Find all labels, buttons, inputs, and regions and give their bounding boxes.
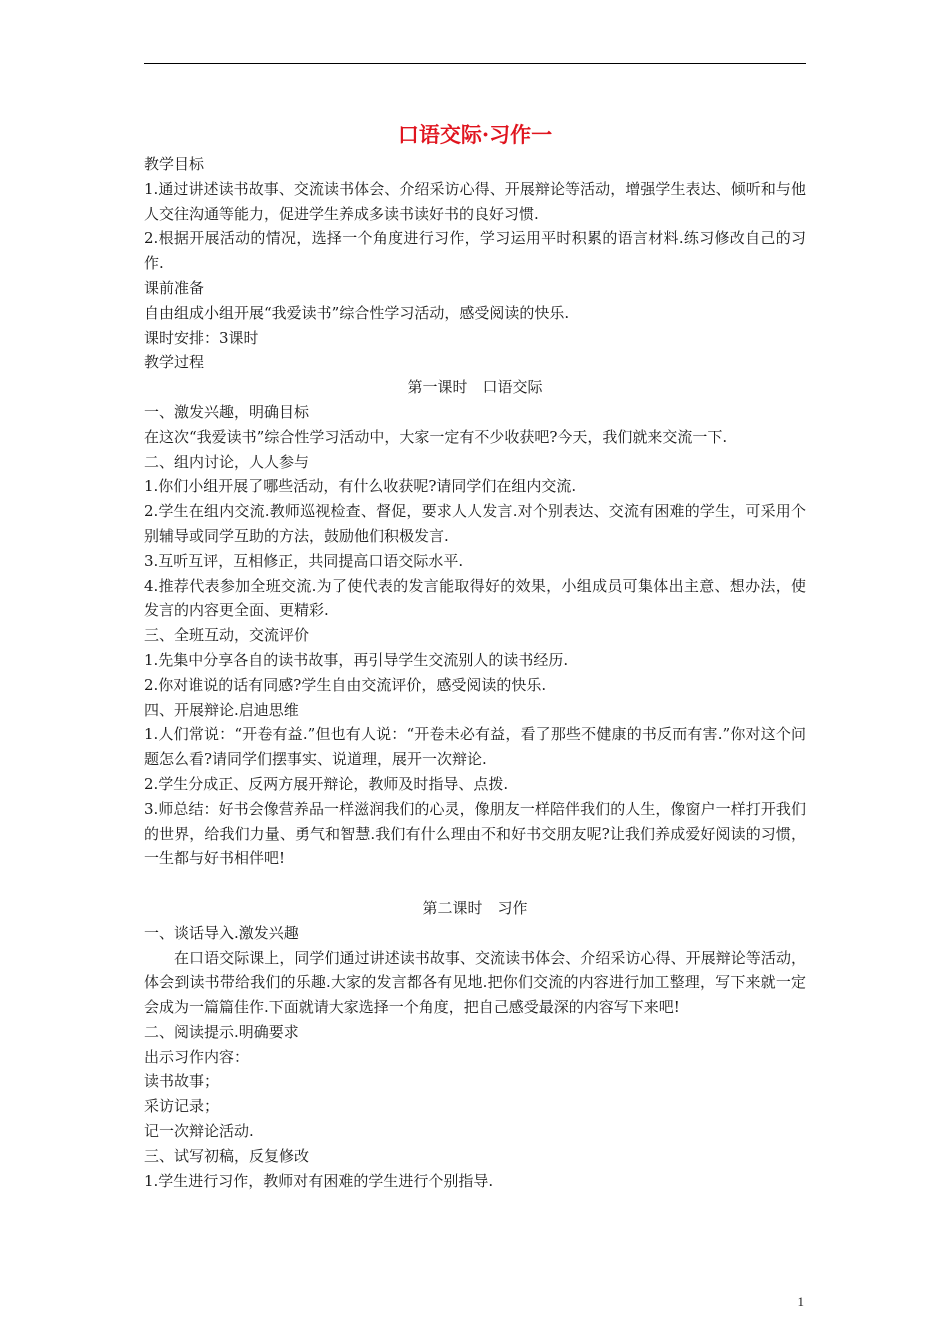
paragraph: 2.根据开展活动的情况，选择一个角度进行习作，学习运用平时积累的语言材料.练习修改自己的习作. bbox=[144, 229, 806, 273]
paragraph: 在口语交际课上，同学们通过讲述读书故事、交流读书体会、介绍采访心得、开展辩论等活动，体会到读书带给我们的乐趣.大家的发言都各有见地.把你们交流的内容进行加工整理，写下来就一定会成为一篇篇佳作.下面就请大家选择一个角度，把自己感受最深的内容写下来吧! bbox=[144, 948, 806, 1017]
header-rule bbox=[144, 63, 806, 64]
paragraph: 2.学生分成正、反两方展开辩论，教师及时指导、点拨. bbox=[144, 774, 509, 793]
paragraph: 3.师总结：好书会像营养品一样滋润我们的心灵，像朋友一样陪伴我们的人生，像窗户一样打开我们的世界，给我们力量、勇气和智慧.我们有什么理由不和好书交朋友呢?让我们养成爱好阅读的习惯，一生都与好书相伴吧! bbox=[144, 799, 806, 868]
page-number: 1 bbox=[797, 1294, 804, 1309]
paragraph: 教学目标 bbox=[144, 155, 205, 173]
paragraph: 出示习作内容： bbox=[144, 1047, 250, 1066]
paragraph: 二、阅读提示.明确要求 bbox=[144, 1022, 299, 1041]
paragraph: 一、谈话导入.激发兴趣 bbox=[144, 923, 299, 942]
paragraph: 1.你们小组开展了哪些活动，有什么收获呢?请同学们在组内交流. bbox=[144, 477, 577, 496]
document-title: 口语交际·习作一 bbox=[397, 122, 553, 147]
paragraph: 1.先集中分享各自的读书故事，再引导学生交流别人的读书经历. bbox=[144, 650, 569, 669]
paragraph: 三、试写初稿，反复修改 bbox=[144, 1146, 310, 1165]
paragraph: 采访记录； bbox=[144, 1097, 220, 1116]
paragraph: 1.学生进行习作，教师对有困难的学生进行个别指导. bbox=[144, 1171, 494, 1190]
paragraph: 教学过程 bbox=[144, 353, 205, 372]
paragraph: 课前准备 bbox=[144, 278, 205, 297]
paragraph: 4.推荐代表参加全班交流.为了使代表的发言能取得好的效果，小组成员可集体出主意、想办法，使发言的内容更全面、更精彩. bbox=[144, 576, 806, 620]
paragraph: 2.你对谁说的话有同感?学生自由交流评价，感受阅读的快乐. bbox=[144, 675, 547, 694]
paragraph: 1.人们常说：“开卷有益.”但也有人说：“开卷未必有益，看了那些不健康的书反而有害.”你对这个问题怎么看?请同学们摆事实、说道理，展开一次辩论. bbox=[144, 725, 806, 769]
document-body bbox=[144, 118, 806, 1193]
paragraph-list bbox=[144, 152, 806, 1193]
paragraph: 读书故事； bbox=[144, 1072, 220, 1091]
paragraph: 记一次辩论活动. bbox=[144, 1122, 254, 1141]
paragraph: 在这次“我爱读书”综合性学习活动中，大家一定有不少收获吧?今天，我们就来交流一下. bbox=[144, 427, 728, 446]
paragraph: 一、激发兴趣，明确目标 bbox=[144, 402, 310, 421]
paragraph: 1.通过讲述读书故事、交流读书体会、介绍采访心得、开展辩论等活动，增强学生表达、倾听和与他人交往沟通等能力，促进学生养成多读书读好书的良好习惯. bbox=[144, 179, 806, 223]
paragraph: 3.互听互评，互相修正，共同提高口语交际水平. bbox=[144, 551, 464, 570]
paragraph: 三、全班互动，交流评价 bbox=[144, 626, 310, 645]
paragraph: 课时安排：3课时 bbox=[144, 328, 259, 347]
paragraph: 二、组内讨论，人人参与 bbox=[144, 452, 310, 471]
blank-line bbox=[144, 871, 806, 896]
section-heading: 第二课时 习作 bbox=[422, 898, 528, 917]
paragraph: 2.学生在组内交流.教师巡视检查、督促，要求人人发言.对个别表达、交流有困难的学生，可采用个别辅导或同学互助的方法，鼓励他们积极发言. bbox=[144, 502, 806, 545]
paragraph: 自由组成小组开展“我爱读书”综合性学习活动，感受阅读的快乐. bbox=[144, 303, 570, 322]
section-heading: 第一课时 口语交际 bbox=[407, 378, 543, 397]
paragraph: 四、开展辩论.启迪思维 bbox=[144, 700, 299, 719]
